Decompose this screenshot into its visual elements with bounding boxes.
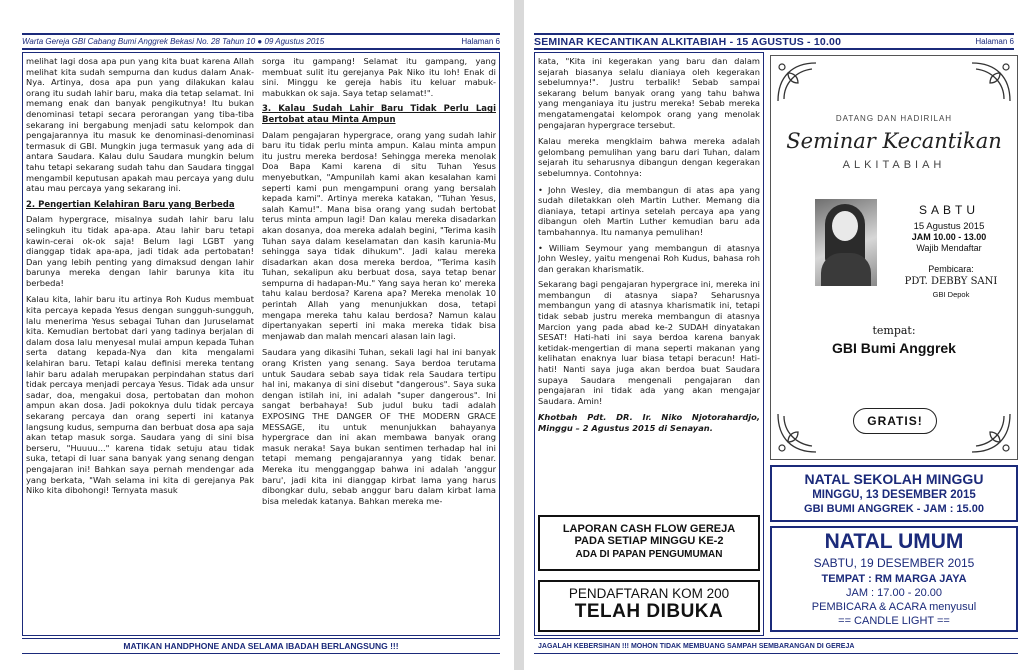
place-name: GBI Bumi Anggrek [832, 340, 956, 356]
natal-umum-box [770, 526, 1018, 632]
free-badge-text: GRATIS! [867, 414, 923, 428]
paragraph: Saudara yang dikasihi Tuhan, sekali lagi hal ini banyak orang Kristen yang senang. Saya berdoa terutama untuk Saudara sebab saya tidak rela Saudara tertipu hal ini, makanya di sini disebut "dangerous". Saya suka dengan istilah ini, ini adalah "super dangerous". Ini sangat berbahaya! Sub judul buku tadi adalah EXPOSING THE DANGER OF THE MODERN GRACE MESSAGE, itu untuk menunjukkan bahayanya hypergrace dan ini akan membawa banyak orang masuk neraka! Saya bukan sentimen terhadap hal ini tetapi memang pengajarannya yang tidak benar. Mereka itu mengganggap bahwa ini adalah 'anggur baru', jadi kita ini dianggap kirbat lama yang harus dibongkar dulu, sebab anggur baru dalam kirbat lama bisa meledak katanya. Bahkan mereka me- [262, 347, 496, 506]
paragraph: Kalau mereka mengklaim bahwa mereka adalah gelombang pemulihan yang baru dari Tuhan, dalam sejarah itu seharusnya dibangun dengan kegerakan sebelumnya. Contohnya: [538, 136, 760, 178]
sermon-credit: Khotbah Pdt. DR. Ir. Niko Njotorahardjo, Minggu – 2 Agustus 2015 di Senayan. [538, 412, 760, 433]
page-gutter [514, 0, 524, 670]
right-page [524, 0, 1024, 670]
right-page-number: Halaman 6 [975, 37, 1014, 46]
invite-day: SABTU [918, 203, 979, 217]
place-label: tempat: [872, 324, 916, 337]
section-heading: 3. Kalau Sudah Lahir Baru Tidak Perlu Lagi Bertobat atau Minta Ampun [262, 104, 496, 125]
paragraph: Kalau kita, lahir baru itu artinya Roh Kudus membuat kita percaya kepada Yesus dengan sungguh-sungguh, lalu menerima Yesus sebagai Tuhan dan Juruselamat kita. Kemudian bertobat dari yang tadinya berjalan di dalam dosa lalu menyesal mulai ampun kepada Tuhan serta datang kepada-Nya dan kita mengalami kelahiran baru. Tetapi kalau definisi mereka tentang lahir baru adalah merupakan perpindahan status dari tidak percaya menjadi percaya Yesus. Tidak ada unsur sadar, doa, mengakui dosa, pertobatan dan mohon ampun akan dosa. Jadi pokoknya dulu tidak percaya sekarang percaya dan orang seperti ini katanya langsung kudus, sempurna dan berbuat dosa apa saja akan tetap masuk sorga. Saudara yang di sini bisa berseru, "Huuuu..." karena tidak setuju atau tidak suka, tetapi di luar sana banyak yang senang dengan pengajaran ini! Bahkan saya pernah mendengar ada yang berkata, "Wah selama ini kita di gerejanya Pak Niko kita dibohongi! Ternyata masuk [26, 294, 254, 496]
paragraph: sorga itu gampang! Selamat itu gampang, yang membuat sulit itu gerejanya Pak Niko itu loh! Enak di sini. Minggu ke gereja habis itu keluar mabuk-mabukkan ok saja. Saya tetap selamat!". [262, 56, 496, 98]
invite-top-line: DATANG DAN HADIRILAH [835, 114, 953, 123]
left-page-number: Halaman 6 [461, 37, 500, 46]
speaker-church: GBI Depok [932, 290, 970, 299]
natal-umum-info: PEMBICARA & ACARA menyusul [811, 601, 977, 613]
natal-sm-title: NATAL SEKOLAH MINGGU [804, 471, 984, 487]
paragraph: kata, "Kita ini kegerakan yang baru dan dalam sejarah biasanya selalu dianiaya oleh kegerakan sebelumnya!". Justru terbalik! Sebab sampai sekarang belum banyak orang yang tahu bahwa yang menganiaya itu justru mereka! Sebab mereka mengatamengatai kelompok orang yang menolak pengajaran hypergrace tersebut. [538, 56, 760, 130]
right-column [538, 56, 760, 504]
right-footer-text: JAGALAH KEBERSIHAN !!! MOHON TIDAK MEMBUANG SAMPAH SEMBARANGAN DI GEREJA [538, 642, 855, 650]
natal-sekolah-minggu-box [770, 465, 1018, 522]
right-header [534, 33, 1014, 50]
invite-title: Seminar Kecantikan [786, 129, 1002, 153]
ornament-top-right-icon [968, 59, 1014, 105]
list-item: • John Wesley, dia membangun di atas apa yang sudah diletakkan oleh Martin Luther. Memang dia dianiaya, tetapi artinya setelah percaya apa yang dibangun oleh Martin Luther kemudian baru ada tambahannya. Itu namanya pemulihan! [538, 185, 760, 238]
speaker-label: Pembicara: [928, 264, 974, 274]
natal-sm-date: MINGGU, 13 DESEMBER 2015 [812, 489, 976, 501]
example-list [538, 185, 760, 275]
left-footer-text: MATIKAN HANDPHONE ANDA SELAMA IBADAH BERLANGSUNG !!! [123, 641, 399, 651]
natal-umum-time: JAM : 17.00 - 20.00 [846, 587, 942, 599]
kom-line-1: PENDAFTARAN KOM 200 [568, 586, 730, 601]
cashflow-notice [538, 515, 760, 571]
ornament-bottom-right-icon [968, 410, 1014, 456]
left-column-2 [262, 56, 496, 632]
speaker-name: PDT. DEBBY SANI [904, 276, 998, 287]
speaker-photo [815, 199, 877, 286]
natal-umum-title: NATAL UMUM [824, 530, 964, 553]
left-header [22, 33, 500, 50]
cashflow-line-2: PADA SETIAP MINGGU KE-2 [574, 535, 724, 547]
invite-register: Wajib Mendaftar [916, 243, 982, 253]
left-footer [22, 638, 500, 654]
natal-umum-date: SABTU, 19 DESEMBER 2015 [813, 556, 975, 570]
list-item: • William Seymour yang membangun di atasnya John Wesley, yaitu mengenai Roh Kudus, bahasa roh dan gerakan kharismatik. [538, 243, 760, 275]
invite-time: JAM 10.00 - 13.00 [911, 232, 987, 242]
right-footer [534, 638, 1018, 654]
free-badge [853, 408, 937, 434]
natal-umum-candle: == CANDLE LIGHT == [838, 615, 950, 627]
kom-registration-notice [538, 580, 760, 632]
invite-subtitle: ALKITABIAH [842, 159, 946, 171]
paragraph: melihat lagi dosa apa pun yang kita buat karena Allah melihat kita sudah sempurna dan kudus dalam Anak-Nya. Artinya, dosa apa pun yang dilakukan kalau orang itu sudah lahir baru, maka dia tetap selamat. Ini memang enak dan banyak pengikutnya! Itu bukan denominasi tetapi secara perorangan yang tiba-tiba sekarang ini bergabung menjadi satu kelompok dan pengajarannya itu masuk ke denominasi-denominasi termasuk di GBI. Mungkin juga termasuk yang ada di antara Saudara. Kalau dulu Saudara mungkin belum tahu tetapi sekarang sudah tahu dan Saudara tinggal mengambil keputusan apakah mau percaya yang dulu atau mau percaya yang sekarang ini. [26, 56, 254, 194]
natal-sm-place: GBI BUMI ANGGREK - JAM : 15.00 [804, 503, 984, 515]
kom-line-2: TELAH DIBUKA [574, 601, 724, 622]
cashflow-line-1: LAPORAN CASH FLOW GEREJA [562, 523, 736, 535]
left-column-1 [26, 56, 254, 632]
natal-umum-place: TEMPAT : RM MARGA JAYA [821, 573, 967, 585]
seminar-invitation [770, 55, 1018, 460]
paragraph: Dalam pengajaran hypergrace, orang yang sudah lahir baru itu tidak perlu minta ampun. Kalau minta ampun itu justru mereka berdosa! Sehingga mereka menolak Doa Bapa Kami karena di situ Tuhan Yesus menyebutkan, "Ampunilah kami akan kesalahan kami seperti kami pun mengampuni orang yang bersalah kepada kami". Artinya mereka katakan, "Tuhan Yesus, salah Kamu!". Mana bisa orang yang sudah bertobat terus minta ampun lagi! Dan kalau mereka disadarkan akan dosanya, doa mereka adalah begini, "Terima kasih Tuhan saya dalam keselamatan dan kasih karunia-Mu sehingga saya tidak dihukum". Jadi kalau mereka disadarkan akan dosa mereka berdoa, "Terima kasih Tuhan, sekalipun aku berbuat dosa, saya tetap benar sempurna di hadapan-Mu." Yang saya heran ko' mereka tahu kalau berdosa? Karena apa? Mereka menolak 10 perintah Allah yang menunjukkan dosa, tetapi mengapa mereka tahu kalau berdosa? Namun kalau dipertanyakan seperti ini maka mereka tidak bisa menjawab dan malah mencari alasan lain lagi. [262, 129, 496, 341]
right-header-title: SEMINAR KECANTIKAN ALKITABIAH - 15 AGUSTUS - 10.00 [534, 35, 842, 48]
ornament-bottom-left-icon [774, 410, 820, 456]
section-heading: 2. Pengertian Kelahiran Baru yang Berbeda [26, 199, 235, 210]
left-header-title: Warta Gereja GBI Cabang Bumi Anggrek Bekasi No. 28 Tahun 10 ● 09 Agustus 2015 [22, 37, 325, 46]
ornament-top-left-icon [774, 59, 820, 105]
paragraph: Dalam hypergrace, misalnya sudah lahir baru lalu selingkuh itu tidak apa-apa. Atau lahir baru tetapi kawin-cerai ok-ok saja! Belum lagi LGBT yang dianggap tidak apa-apa, jadi tidak ada pertobatan! Dan yang lebih penting yang dimaksud dengan lahir barunya mereka dengan lahir barunya kita itu berbeda! [26, 214, 254, 288]
invite-date: 15 Agustus 2015 [913, 221, 985, 232]
cashflow-line-3: ADA DI PAPAN PENGUMUMAN [575, 549, 723, 560]
paragraph: Sekarang bagi pengajaran hypergrace ini, mereka ini membangun di atasnya siapa? Seharusnya membangun yang di atasnya kharismatik ini, tetapi tidak sebab justru mereka membangun di atasnya Marcion yang pada abad ke-2 SUDAH dinyatakan SESAT! Hati-hati ini saya berdoa karena banyak ketidak-mengertian di mana seperti makanan yang kelihatan enaknya luar biasa tetapi beracun! Hati-hati! Nanti saya juga akan berdoa buat Saudara supaya Saudara mengenali pengajaran dan pengajaran ini tidak ada yang akan mengajar Saudara. Amin! [538, 279, 760, 406]
